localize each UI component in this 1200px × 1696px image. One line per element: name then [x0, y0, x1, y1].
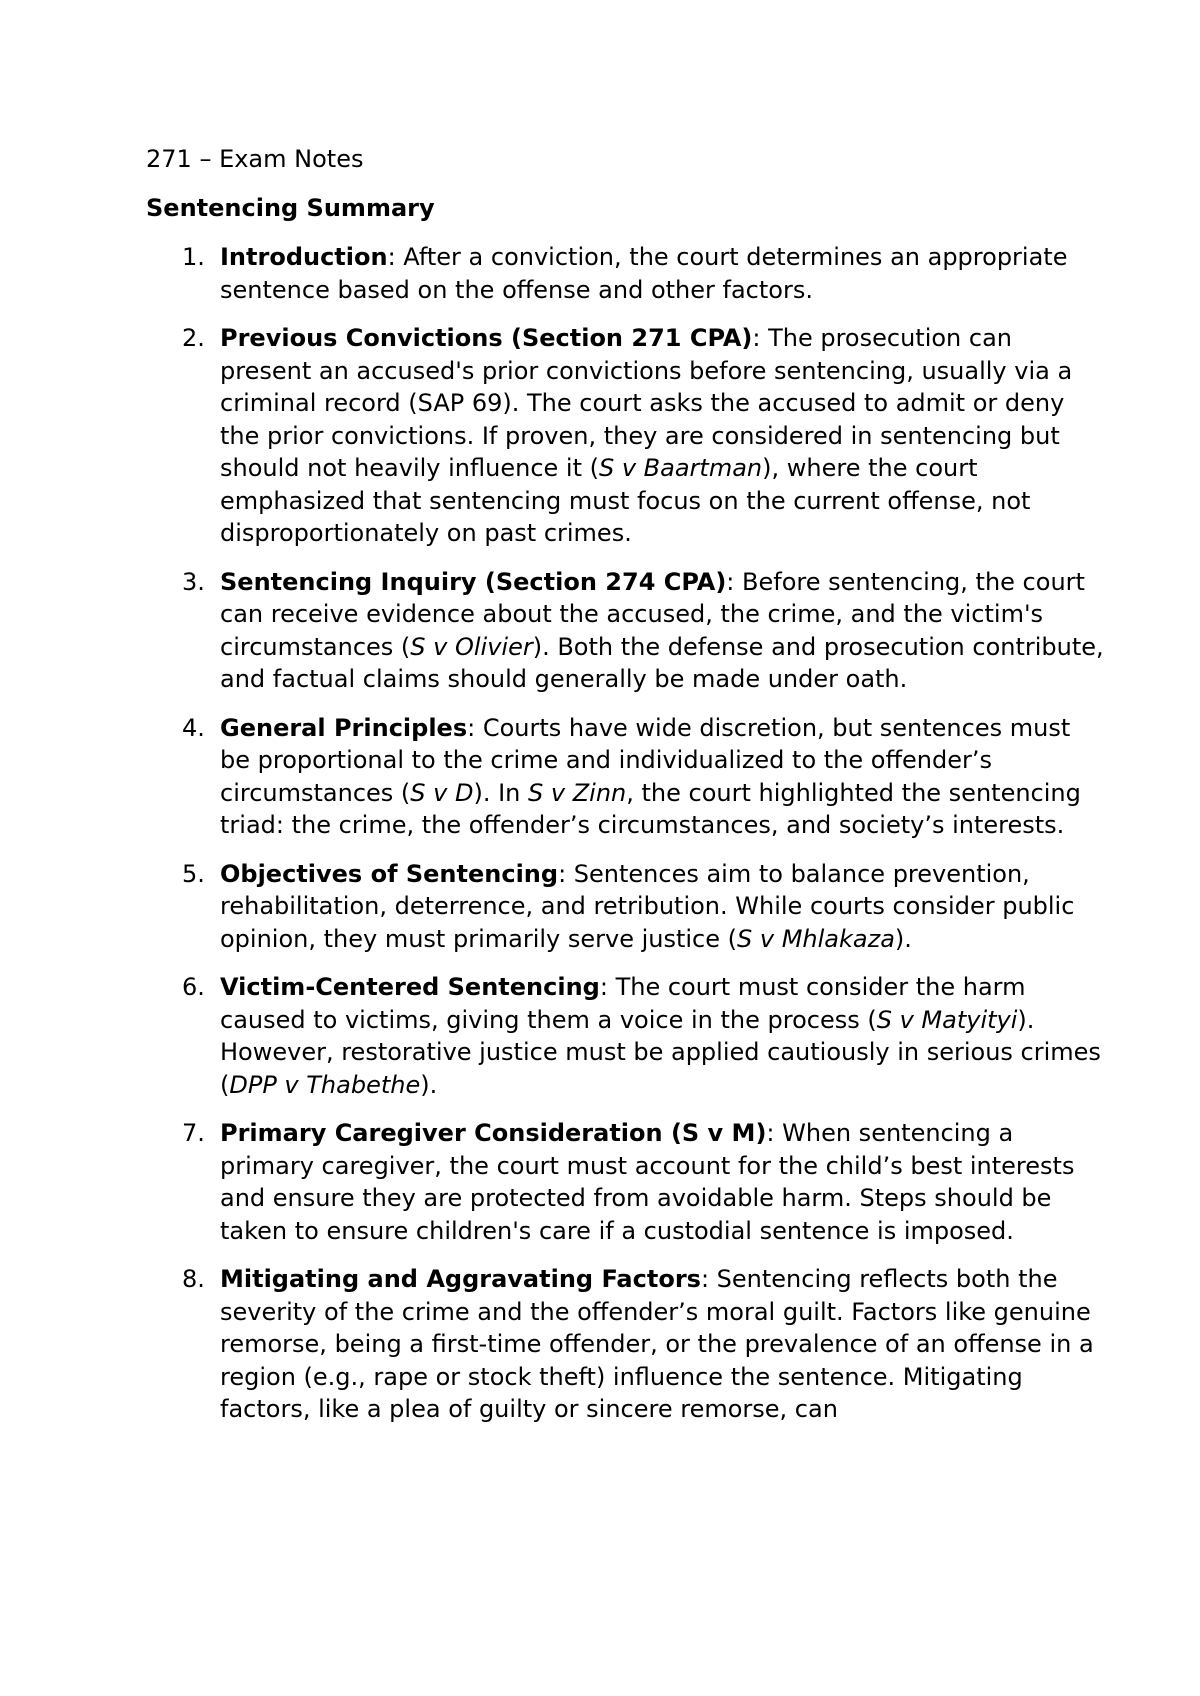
- list-item-heading: Primary Caregiver Consideration (S v M): [220, 1119, 767, 1147]
- list-item-number: 4.: [182, 713, 205, 742]
- list-item-heading: Previous Convictions (Section 271 CPA): [220, 324, 753, 352]
- list-item-heading: Victim-Centered Sentencing: [220, 973, 600, 1001]
- list-item-text: : Sentences aim to balance prevention, rehabilitation, deterrence, and retribution. While courts consider public opinion, they must primarily serve justice (: [220, 859, 1075, 953]
- list-item-text: : The prosecution can present an accused's prior convictions before sentencing, usually via a criminal record (SAP 69). The court asks the accused to admit or deny the prior convictions. If proven, they are considered in sentencing but should not heavily influence it (: [220, 324, 1073, 482]
- list-item-text: : When sentencing a primary caregiver, the court must account for the child’s best interests and ensure they are protected from avoidable harm. Steps should be taken to ensure children's care if a custodial sentence is imposed.: [220, 1119, 1075, 1245]
- case-citation: S v D: [410, 778, 474, 807]
- list-item-text: ). However, restorative justice must be applied cautiously in serious crimes (: [220, 1005, 1101, 1099]
- list-item: [146, 858, 1106, 956]
- case-citation: S v Matyityi: [876, 1005, 1018, 1034]
- list-item-heading: Sentencing Inquiry (Section 274 CPA): [220, 567, 727, 596]
- list-item-number: 8.: [182, 1265, 205, 1293]
- list-item-heading: Introduction: [220, 243, 388, 271]
- list-item-text: ).: [420, 1070, 438, 1099]
- list-item-number: 7.: [182, 1119, 205, 1147]
- list-item-text: : Courts have wide discretion, but sentences must be proportional to the crime and individualized to the offender’s circumstances (: [220, 713, 1071, 807]
- document-page: [146, 143, 1106, 1442]
- list-item-number: 5.: [182, 859, 205, 888]
- case-citation: S v Mhlakaza: [737, 924, 895, 953]
- list-item-number: 2.: [182, 324, 205, 352]
- case-citation: S v Baartman: [598, 454, 763, 482]
- list-item-heading: Mitigating and Aggravating Factors: [220, 1265, 701, 1293]
- section-list: [146, 241, 1106, 1426]
- document-title: Sentencing Summary: [146, 194, 435, 222]
- list-item: [146, 322, 1106, 550]
- list-item-number: 1.: [182, 243, 205, 271]
- list-item-text: ).: [894, 924, 912, 953]
- list-item-text: : Before sentencing, the court can receive evidence about the accused, the crime, and the victim's circumstances (: [220, 567, 1085, 661]
- case-citation: S v Zinn: [528, 778, 627, 807]
- list-item: [146, 1263, 1106, 1426]
- list-item: [146, 971, 1106, 1101]
- list-item-number: 3.: [182, 567, 205, 596]
- list-item-text: ), where the court emphasized that sentencing must focus on the current offense, not disproportionately on past crimes.: [220, 454, 1031, 547]
- list-item-number: 6.: [182, 973, 205, 1001]
- list-item-text: : After a conviction, the court determines an appropriate sentence based on the offense and other factors.: [220, 243, 1068, 304]
- list-item-heading: General Principles: [220, 713, 468, 742]
- list-item: [146, 566, 1106, 696]
- list-item: [146, 712, 1106, 842]
- list-item-text: : The court must consider the harm caused to victims, giving them a voice in the process (: [220, 973, 1026, 1034]
- list-item-text: , the court highlighted the sentencing triad: the crime, the offender’s circumstances, and society’s interests.: [220, 778, 1081, 839]
- list-item-text: ). In: [473, 778, 529, 807]
- list-item-heading: Objectives of Sentencing: [220, 859, 559, 888]
- list-item: [146, 241, 1106, 306]
- case-citation: DPP v Thabethe: [229, 1070, 421, 1099]
- case-citation: S v Olivier: [410, 632, 533, 661]
- list-item-text: : Sentencing reflects both the severity of the crime and the offender’s moral guilt. Factors like genuine remorse, being a first-time offender, or the prevalence of an offense in a region (e.g., rape or stock theft) influence the sentence. Mitigating factors, like a plea of guilty or sincere remorse, can: [220, 1265, 1094, 1423]
- list-item: [146, 1117, 1106, 1247]
- list-item-text: ). Both the defense and prosecution contribute, and factual claims should generally be made under oath.: [220, 632, 1104, 693]
- document-header: 271 – Exam Notes: [146, 145, 364, 173]
